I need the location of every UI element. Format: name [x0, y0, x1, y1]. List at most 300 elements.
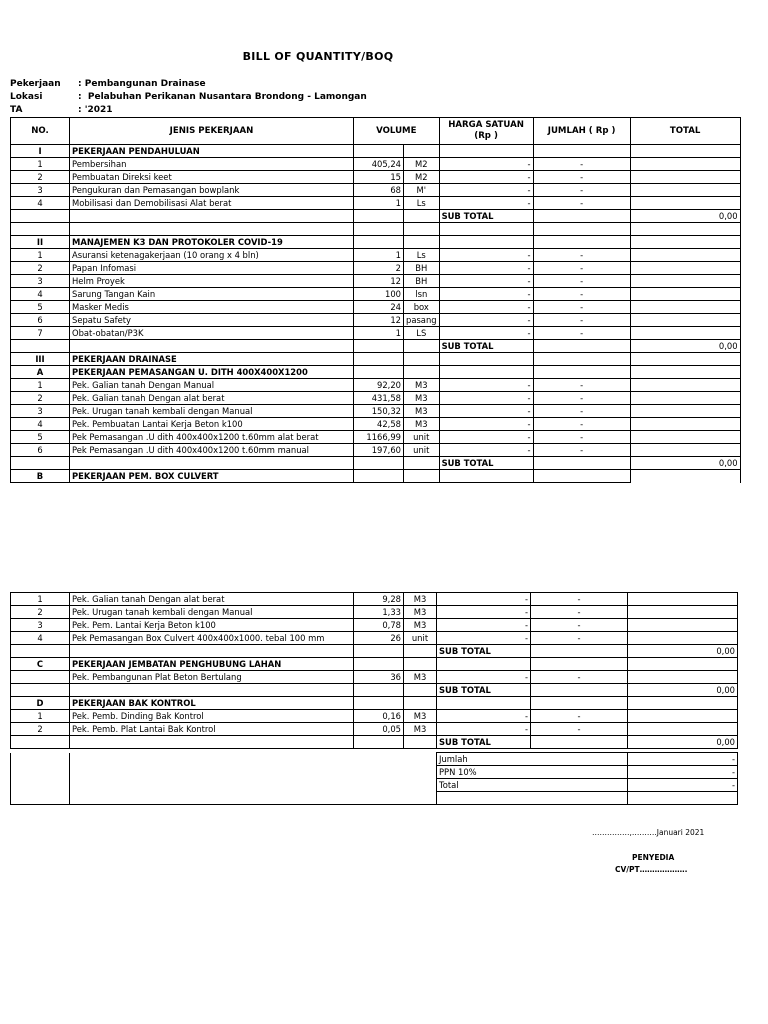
empty-cell	[533, 470, 630, 483]
total-cell	[630, 236, 740, 249]
section-header-row	[11, 658, 738, 671]
item-no: 3	[11, 619, 70, 632]
section-title: PEKERJAAN JEMBATAN PENGHUBUNG LAHAN	[70, 658, 354, 671]
item-row	[11, 158, 741, 171]
total-cell	[630, 158, 740, 171]
item-description: Sepatu Safety	[70, 314, 354, 327]
item-row	[11, 379, 741, 392]
item-unit: lsn	[404, 288, 440, 301]
total-cell	[628, 658, 738, 671]
empty-cell	[70, 223, 354, 236]
item-description: Pek Pemasangan .U dith 400x400x1200 t.60mm alat berat	[70, 431, 354, 444]
section-header-row	[11, 470, 741, 483]
info-ta: TA : '2021	[10, 105, 113, 115]
empty-cell	[11, 340, 70, 353]
empty-cell	[354, 684, 404, 697]
subtotal-row	[11, 210, 741, 223]
item-unit: M3	[404, 593, 437, 606]
item-description: Pek. Urugan tanah kembali dengan Manual	[70, 606, 354, 619]
item-no: 2	[11, 606, 70, 619]
item-unit: M3	[404, 392, 440, 405]
item-unit: unit	[404, 444, 440, 457]
item-unit: BH	[404, 275, 440, 288]
item-unit: M3	[404, 418, 440, 431]
total-cell	[628, 632, 738, 645]
item-unit: box	[404, 301, 440, 314]
item-harga-satuan: -	[437, 593, 531, 606]
item-unit: pasang	[404, 314, 440, 327]
item-row	[11, 275, 741, 288]
total-cell	[628, 697, 738, 710]
item-description: Helm Proyek	[70, 275, 354, 288]
section-header-row	[11, 236, 741, 249]
item-description: Pek. Pembangunan Plat Beton Bertulang	[70, 671, 354, 684]
section-title: MANAJEMEN K3 DAN PROTOKOLER COVID-19	[70, 236, 354, 249]
item-description: Pek. Pembuatan Lantai Kerja Beton k100	[70, 418, 354, 431]
item-harga-satuan: -	[439, 158, 533, 171]
empty-cell	[439, 223, 533, 236]
item-harga-satuan: -	[437, 710, 531, 723]
total-cell	[630, 145, 740, 158]
item-row	[11, 392, 741, 405]
empty-cell	[437, 697, 531, 710]
subtotal-label: SUB TOTAL	[439, 210, 533, 223]
item-harga-satuan: -	[439, 431, 533, 444]
empty-cell	[11, 736, 70, 749]
item-volume: 12	[354, 275, 404, 288]
empty-cell	[11, 766, 70, 779]
item-volume: 24	[354, 301, 404, 314]
total-cell	[630, 288, 740, 301]
item-harga-satuan: -	[437, 671, 531, 684]
empty-cell	[404, 366, 440, 379]
item-row	[11, 197, 741, 210]
total-cell	[630, 249, 740, 262]
item-volume: 15	[354, 171, 404, 184]
subtotal-row	[11, 736, 738, 749]
item-unit: M'	[404, 184, 440, 197]
empty-cell	[11, 223, 70, 236]
item-volume: 100	[354, 288, 404, 301]
empty-cell	[11, 210, 70, 223]
item-unit: unit	[404, 431, 440, 444]
summary-row	[11, 779, 738, 792]
boq-summary-table	[10, 752, 738, 805]
item-jumlah: -	[533, 301, 630, 314]
item-unit: M2	[404, 158, 440, 171]
item-jumlah: -	[533, 405, 630, 418]
empty-cell	[11, 792, 70, 805]
total-cell	[630, 184, 740, 197]
empty-cell	[533, 223, 630, 236]
empty-cell	[404, 645, 437, 658]
item-description: Pek. Galian tanah Dengan alat berat	[70, 593, 354, 606]
item-volume: 36	[354, 671, 404, 684]
empty-cell	[70, 753, 437, 766]
subtotal-total: 0,00	[628, 645, 738, 658]
section-no: III	[11, 353, 70, 366]
header-volume: VOLUME	[354, 118, 440, 145]
total-cell	[630, 327, 740, 340]
summary-row	[11, 766, 738, 779]
item-description: Masker Medis	[70, 301, 354, 314]
subtotal-total: 0,00	[628, 736, 738, 749]
empty-cell	[531, 697, 628, 710]
item-no: 4	[11, 197, 70, 210]
item-no: 3	[11, 405, 70, 418]
item-description: Pembuatan Direksi keet	[70, 171, 354, 184]
total-cell	[630, 353, 740, 366]
item-unit: M3	[404, 606, 437, 619]
header-jumlah: JUMLAH ( Rp )	[533, 118, 630, 145]
item-harga-satuan: -	[437, 606, 531, 619]
item-volume: 431,58	[354, 392, 404, 405]
item-row	[11, 314, 741, 327]
item-no: 1	[11, 710, 70, 723]
item-row	[11, 671, 738, 684]
item-volume: 1	[354, 197, 404, 210]
item-no: 2	[11, 262, 70, 275]
empty-cell	[533, 340, 630, 353]
total-cell	[630, 366, 740, 379]
item-no: 1	[11, 593, 70, 606]
item-row	[11, 619, 738, 632]
item-harga-satuan: -	[439, 262, 533, 275]
total-cell	[630, 379, 740, 392]
empty-cell	[404, 470, 440, 483]
item-jumlah: -	[531, 619, 628, 632]
summary-row	[11, 753, 738, 766]
empty-cell	[533, 145, 630, 158]
item-unit: M3	[404, 710, 437, 723]
empty-cell	[354, 658, 404, 671]
section-title: PEKERJAAN PEM. BOX CULVERT	[70, 470, 354, 483]
empty-cell	[70, 779, 437, 792]
item-volume: 0,78	[354, 619, 404, 632]
empty-cell	[439, 236, 533, 249]
empty-cell	[354, 457, 404, 470]
item-row	[11, 171, 741, 184]
item-description: Pek Pemasangan Box Culvert 400x400x1000. tebal 100 mm	[70, 632, 354, 645]
item-description: Obat-obatan/P3K	[70, 327, 354, 340]
empty-cell	[11, 684, 70, 697]
item-row	[11, 249, 741, 262]
item-no: 2	[11, 392, 70, 405]
subtotal-row	[11, 457, 741, 470]
empty-cell	[439, 366, 533, 379]
item-harga-satuan: -	[439, 327, 533, 340]
item-row	[11, 405, 741, 418]
empty-cell	[354, 223, 404, 236]
item-jumlah: -	[533, 275, 630, 288]
empty-cell	[354, 340, 404, 353]
empty-cell	[628, 792, 738, 805]
subtotal-total: 0,00	[630, 210, 740, 223]
item-jumlah: -	[533, 418, 630, 431]
section-title: PEKERJAAN PENDAHULUAN	[70, 145, 354, 158]
item-harga-satuan: -	[439, 301, 533, 314]
item-jumlah: -	[533, 431, 630, 444]
empty-cell	[11, 645, 70, 658]
item-harga-satuan: -	[439, 314, 533, 327]
item-description: Mobilisasi dan Demobilisasi Alat berat	[70, 197, 354, 210]
empty-cell	[70, 645, 354, 658]
empty-cell	[437, 792, 628, 805]
empty-cell	[531, 645, 628, 658]
empty-cell	[531, 658, 628, 671]
section-no: D	[11, 697, 70, 710]
item-jumlah: -	[531, 710, 628, 723]
item-harga-satuan: -	[439, 444, 533, 457]
item-description: Asuransi ketenagakerjaan (10 orang x 4 bln)	[70, 249, 354, 262]
item-jumlah: -	[533, 314, 630, 327]
summary-value: -	[628, 753, 738, 766]
empty-cell	[11, 779, 70, 792]
item-description: Pek. Pem. Lantai Kerja Beton k100	[70, 619, 354, 632]
total-cell	[630, 418, 740, 431]
total-cell	[630, 405, 740, 418]
empty-cell	[404, 658, 437, 671]
summary-filler-row	[11, 792, 738, 805]
item-no: 3	[11, 275, 70, 288]
item-row	[11, 632, 738, 645]
section-no: I	[11, 145, 70, 158]
item-harga-satuan: -	[439, 275, 533, 288]
item-description: Pek. Galian tanah Dengan alat berat	[70, 392, 354, 405]
subtotal-label: SUB TOTAL	[437, 736, 531, 749]
item-row	[11, 723, 738, 736]
empty-cell	[404, 684, 437, 697]
item-volume: 197,60	[354, 444, 404, 457]
item-jumlah: -	[533, 444, 630, 457]
info-pekerjaan: Pekerjaan : Pembangunan Drainase	[10, 79, 206, 89]
total-cell	[628, 606, 738, 619]
subtotal-total: 0,00	[630, 340, 740, 353]
total-cell	[630, 470, 740, 483]
signature-date: ……………,……….Januari 2021	[592, 828, 705, 837]
item-unit: Ls	[404, 197, 440, 210]
empty-cell	[70, 457, 354, 470]
item-volume: 12	[354, 314, 404, 327]
item-row	[11, 184, 741, 197]
item-jumlah: -	[531, 671, 628, 684]
total-cell	[628, 723, 738, 736]
item-no: 6	[11, 314, 70, 327]
empty-cell	[354, 210, 404, 223]
empty-cell	[404, 736, 437, 749]
summary-label: Total	[437, 779, 628, 792]
item-volume: 1,33	[354, 606, 404, 619]
empty-cell	[533, 366, 630, 379]
item-row	[11, 431, 741, 444]
item-jumlah: -	[533, 288, 630, 301]
signature-role: PENYEDIA	[632, 853, 675, 862]
total-cell	[630, 392, 740, 405]
item-jumlah: -	[531, 723, 628, 736]
item-volume: 68	[354, 184, 404, 197]
item-volume: 1166,99	[354, 431, 404, 444]
subtotal-row	[11, 645, 738, 658]
total-cell	[630, 314, 740, 327]
item-volume: 150,32	[354, 405, 404, 418]
item-harga-satuan: -	[437, 619, 531, 632]
item-jumlah: -	[533, 197, 630, 210]
empty-cell	[437, 658, 531, 671]
item-jumlah: -	[533, 392, 630, 405]
item-jumlah: -	[531, 606, 628, 619]
total-cell	[630, 301, 740, 314]
empty-cell	[439, 353, 533, 366]
item-harga-satuan: -	[437, 632, 531, 645]
item-no: 3	[11, 184, 70, 197]
item-unit: M2	[404, 171, 440, 184]
blank-row	[11, 223, 741, 236]
empty-cell	[404, 340, 440, 353]
item-volume: 1	[354, 249, 404, 262]
empty-cell	[404, 697, 437, 710]
item-no: 4	[11, 632, 70, 645]
item-row	[11, 301, 741, 314]
item-unit: M3	[404, 671, 437, 684]
item-no	[11, 671, 70, 684]
empty-cell	[70, 766, 437, 779]
item-unit: M3	[404, 405, 440, 418]
total-cell	[628, 619, 738, 632]
empty-cell	[11, 457, 70, 470]
empty-cell	[354, 145, 404, 158]
item-no: 4	[11, 288, 70, 301]
item-row	[11, 606, 738, 619]
empty-cell	[354, 697, 404, 710]
item-harga-satuan: -	[439, 379, 533, 392]
total-cell	[628, 710, 738, 723]
empty-cell	[531, 736, 628, 749]
subtotal-label: SUB TOTAL	[437, 645, 531, 658]
empty-cell	[404, 236, 440, 249]
item-harga-satuan: -	[439, 392, 533, 405]
signature-company: CV/PT……………….	[615, 865, 688, 874]
item-no: 2	[11, 723, 70, 736]
item-no: 4	[11, 418, 70, 431]
subtotal-label: SUB TOTAL	[439, 457, 533, 470]
item-no: 7	[11, 327, 70, 340]
item-volume: 0,16	[354, 710, 404, 723]
item-volume: 26	[354, 632, 404, 645]
total-cell	[630, 223, 740, 236]
empty-cell	[354, 736, 404, 749]
total-cell	[630, 197, 740, 210]
subtotal-total: 0,00	[630, 457, 740, 470]
empty-cell	[439, 145, 533, 158]
document-title: BILL OF QUANTITY/BOQ	[242, 50, 394, 63]
item-row	[11, 593, 738, 606]
item-description: Pengukuran dan Pemasangan bowplank	[70, 184, 354, 197]
empty-cell	[70, 340, 354, 353]
section-title: PEKERJAAN BAK KONTROL	[70, 697, 354, 710]
item-no: 2	[11, 171, 70, 184]
item-row	[11, 327, 741, 340]
section-no: C	[11, 658, 70, 671]
empty-cell	[404, 210, 440, 223]
section-no: B	[11, 470, 70, 483]
subtotal-row	[11, 684, 738, 697]
item-volume: 9,28	[354, 593, 404, 606]
empty-cell	[354, 353, 404, 366]
section-header-row	[11, 145, 741, 158]
item-jumlah: -	[533, 327, 630, 340]
item-jumlah: -	[533, 171, 630, 184]
item-unit: unit	[404, 632, 437, 645]
section-title: PEKERJAAN PEMASANGAN U. DITH 400X400X1200	[70, 366, 354, 379]
item-jumlah: -	[533, 184, 630, 197]
empty-cell	[404, 223, 440, 236]
item-jumlah: -	[533, 249, 630, 262]
item-description: Pembersihan	[70, 158, 354, 171]
item-row	[11, 262, 741, 275]
total-cell	[630, 431, 740, 444]
item-no: 6	[11, 444, 70, 457]
item-volume: 2	[354, 262, 404, 275]
item-jumlah: -	[531, 593, 628, 606]
summary-value: -	[628, 779, 738, 792]
empty-cell	[404, 145, 440, 158]
summary-label: Jumlah	[437, 753, 628, 766]
item-volume: 0,05	[354, 723, 404, 736]
empty-cell	[404, 457, 440, 470]
item-description: Pek. Pemb. Dinding Bak Kontrol	[70, 710, 354, 723]
summary-label: PPN 10%	[437, 766, 628, 779]
item-no: 5	[11, 301, 70, 314]
item-row	[11, 710, 738, 723]
subtotal-row	[11, 340, 741, 353]
total-cell	[628, 593, 738, 606]
empty-cell	[533, 236, 630, 249]
item-no: 1	[11, 379, 70, 392]
item-harga-satuan: -	[439, 249, 533, 262]
item-unit: BH	[404, 262, 440, 275]
item-unit: Ls	[404, 249, 440, 262]
subtotal-label: SUB TOTAL	[439, 340, 533, 353]
total-cell	[630, 262, 740, 275]
subtotal-total: 0,00	[628, 684, 738, 697]
item-jumlah: -	[533, 158, 630, 171]
item-harga-satuan: -	[439, 288, 533, 301]
item-row	[11, 418, 741, 431]
empty-cell	[533, 210, 630, 223]
table-header-row	[11, 118, 741, 145]
empty-cell	[533, 457, 630, 470]
header-total: TOTAL	[630, 118, 740, 145]
item-harga-satuan: -	[439, 405, 533, 418]
empty-cell	[354, 645, 404, 658]
item-description: Pek. Urugan tanah kembali dengan Manual	[70, 405, 354, 418]
empty-cell	[11, 753, 70, 766]
subtotal-label: SUB TOTAL	[437, 684, 531, 697]
item-harga-satuan: -	[439, 184, 533, 197]
boq-table-part-1	[10, 117, 741, 483]
section-header-row	[11, 353, 741, 366]
section-no: II	[11, 236, 70, 249]
total-cell	[628, 671, 738, 684]
empty-cell	[531, 684, 628, 697]
total-cell	[630, 275, 740, 288]
empty-cell	[354, 236, 404, 249]
summary-value: -	[628, 766, 738, 779]
item-row	[11, 444, 741, 457]
empty-cell	[354, 470, 404, 483]
item-volume: 1	[354, 327, 404, 340]
item-description: Sarung Tangan Kain	[70, 288, 354, 301]
